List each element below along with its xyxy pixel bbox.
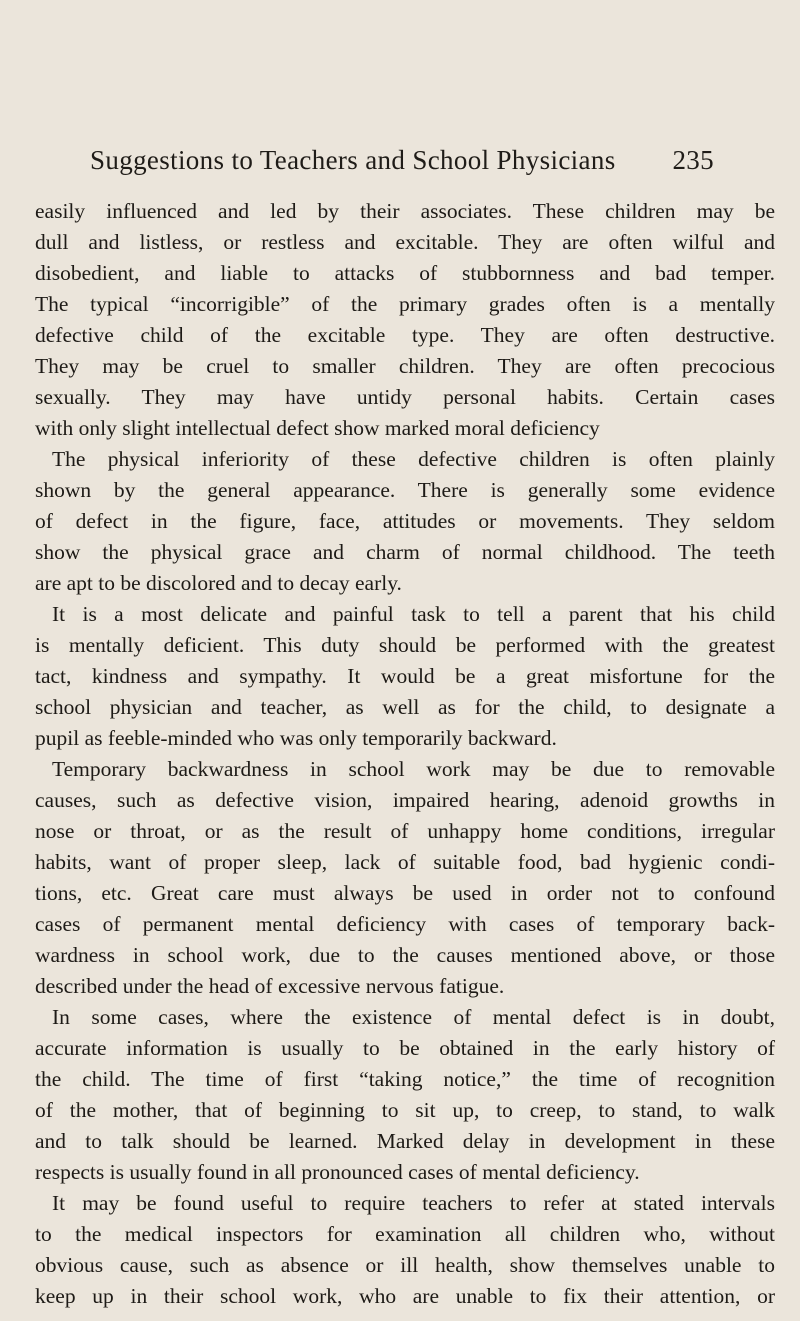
text-line: causes, such as defective vision, impaired hearing, adenoid growths in <box>35 788 775 812</box>
body-text <box>35 196 775 1312</box>
text-line: of the mother, that of beginning to sit up, to creep, to stand, to walk <box>35 1098 775 1122</box>
text-line: habits, want of proper sleep, lack of suitable food, bad hygienic condi- <box>35 850 775 874</box>
text-line: are apt to be discolored and to decay early. <box>35 571 402 595</box>
text-line: show the physical grace and charm of normal childhood. The teeth <box>35 540 775 564</box>
text-line: cases of permanent mental deficiency with cases of temporary back- <box>35 912 775 936</box>
text-line: respects is usually found in all pronounced cases of mental deficiency. <box>35 1160 640 1184</box>
text-line: pupil as feeble-minded who was only temporarily backward. <box>35 726 557 750</box>
text-line: Temporary backwardness in school work may be due to removable <box>52 757 775 781</box>
text-line: is mentally deficient. This duty should be performed with the greatest <box>35 633 775 657</box>
text-line: of defect in the figure, face, attitudes or movements. They seldom <box>35 509 775 533</box>
running-header <box>90 145 714 185</box>
text-line: shown by the general appearance. There is generally some evidence <box>35 478 775 502</box>
text-line: dull and listless, or restless and excitable. They are often wilful and <box>35 230 775 254</box>
text-line: accurate information is usually to be obtained in the early history of <box>35 1036 775 1060</box>
page-number: 235 <box>672 145 714 175</box>
text-line: and to talk should be learned. Marked delay in development in these <box>35 1129 775 1153</box>
text-line: obvious cause, such as absence or ill health, show themselves unable to <box>35 1253 775 1277</box>
text-line: the child. The time of first “taking notice,” the time of recognition <box>35 1067 775 1091</box>
text-line: with only slight intellectual defect show marked moral deficiency <box>35 416 600 440</box>
text-line: nose or throat, or as the result of unhappy home conditions, irregular <box>35 819 775 843</box>
text-line: school physician and teacher, as well as for the child, to designate a <box>35 695 775 719</box>
text-line: easily influenced and led by their associates. These children may be <box>35 199 775 223</box>
text-line: sexually. They may have untidy personal habits. Certain cases <box>35 385 775 409</box>
text-line: tions, etc. Great care must always be used in order not to confound <box>35 881 775 905</box>
text-line: tact, kindness and sympathy. It would be a great misfortune for the <box>35 664 775 688</box>
text-line: keep up in their school work, who are unable to fix their attention, or <box>35 1284 775 1308</box>
text-line: The physical inferiority of these defective children is often plainly <box>52 447 775 471</box>
text-line: It may be found useful to require teachers to refer at stated intervals <box>52 1191 775 1215</box>
text-line: They may be cruel to smaller children. They are often precocious <box>35 354 775 378</box>
text-line: to the medical inspectors for examination all children who, without <box>35 1222 775 1246</box>
text-line: disobedient, and liable to attacks of stubbornness and bad temper. <box>35 261 775 285</box>
text-line: It is a most delicate and painful task to tell a parent that his child <box>52 602 775 626</box>
text-line: defective child of the excitable type. They are often destructive. <box>35 323 775 347</box>
text-line: wardness in school work, due to the causes mentioned above, or those <box>35 943 775 967</box>
text-line: In some cases, where the existence of mental defect is in doubt, <box>52 1005 775 1029</box>
text-line: The typical “incorrigible” of the primary grades often is a mentally <box>35 292 775 316</box>
running-title: Suggestions to Teachers and School Physicians <box>90 145 616 175</box>
text-line: described under the head of excessive nervous fatigue. <box>35 974 505 998</box>
